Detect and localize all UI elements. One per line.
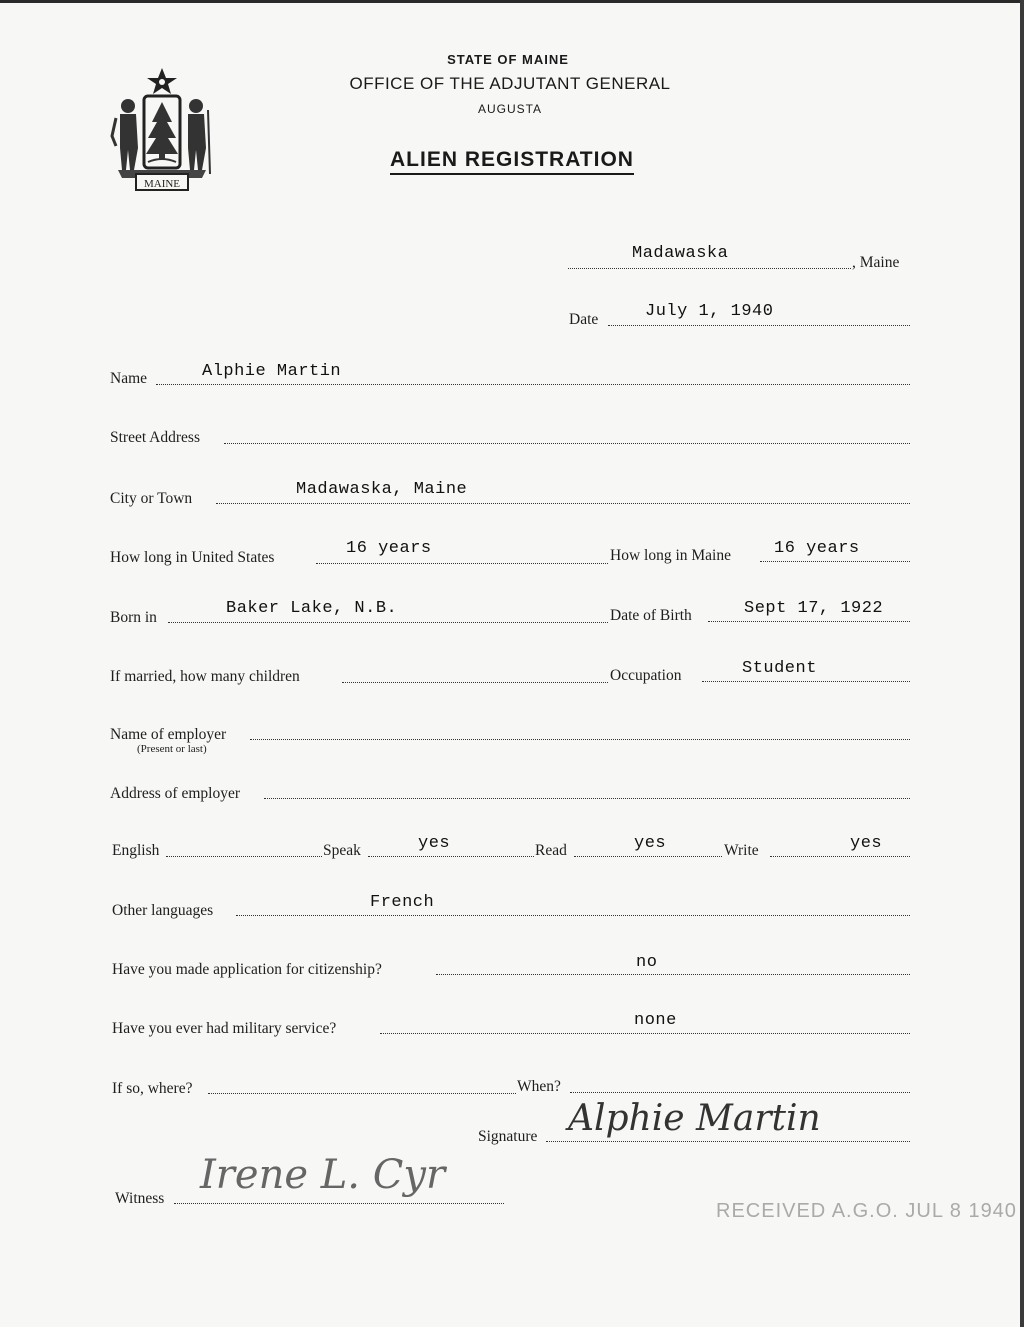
where-label: If so, where?	[112, 1080, 193, 1097]
citizenship-value: no	[636, 953, 658, 972]
born-line	[168, 622, 608, 623]
city-value: Madawaska, Maine	[296, 480, 468, 499]
write-value: yes	[850, 834, 883, 853]
citizenship-line	[436, 974, 910, 975]
name-label: Name	[110, 370, 148, 387]
occupation-label: Occupation	[610, 667, 682, 684]
signature-value: Alphie Martin	[568, 1098, 821, 1139]
witness-value: Irene L. Cyr	[200, 1152, 446, 1198]
dob-label: Date of Birth	[610, 607, 692, 624]
us-duration-label: How long in United States	[110, 549, 275, 566]
employer-address-label: Address of employer	[110, 785, 240, 802]
read-value: yes	[634, 834, 667, 853]
speak-value: yes	[418, 834, 451, 853]
employer-address-line	[264, 798, 910, 799]
town-line	[568, 268, 851, 269]
military-value: none	[634, 1011, 677, 1030]
write-line	[770, 856, 910, 857]
dob-line	[708, 621, 910, 622]
other-languages-label: Other languages	[112, 902, 214, 919]
other-languages-value: French	[370, 893, 435, 912]
signature-label: Signature	[478, 1128, 538, 1145]
children-line	[342, 682, 608, 683]
employer-line	[250, 739, 910, 740]
speak-line	[368, 856, 534, 857]
english-label: English	[112, 842, 160, 859]
employer-label: Name of employer	[110, 726, 227, 743]
street-line	[224, 443, 910, 444]
form-title-text: ALIEN REGISTRATION	[390, 148, 634, 175]
employer-sublabel: (Present or last)	[137, 743, 207, 755]
town-value: Madawaska	[632, 244, 729, 263]
other-languages-line	[236, 915, 910, 916]
when-label: When?	[517, 1078, 561, 1095]
children-label: If married, how many children	[110, 668, 300, 685]
right-border	[1020, 0, 1024, 1327]
top-border	[0, 0, 1024, 3]
citizenship-label: Have you made application for citizenship?	[112, 961, 382, 978]
form-title	[0, 148, 1024, 172]
read-line	[574, 856, 722, 857]
born-value: Baker Lake, N.B.	[226, 599, 398, 618]
speak-label: Speak	[323, 842, 361, 859]
occupation-line	[702, 681, 910, 682]
when-line	[570, 1092, 910, 1093]
born-label: Born in	[110, 609, 157, 626]
write-label: Write	[724, 842, 759, 859]
dob-value: Sept 17, 1922	[744, 599, 884, 618]
maine-duration-line	[760, 561, 910, 562]
us-duration-value: 16 years	[346, 539, 432, 558]
town-suffix: , Maine	[852, 254, 900, 271]
military-label: Have you ever had military service?	[112, 1020, 337, 1037]
maine-duration-label: How long in Maine	[610, 547, 731, 564]
date-line	[608, 325, 910, 326]
header-office: OFFICE OF THE ADJUTANT GENERAL	[349, 74, 671, 93]
name-value: Alphie Martin	[202, 362, 342, 381]
us-duration-line	[316, 563, 608, 564]
signature-line	[546, 1141, 910, 1142]
header-state: STATE OF MAINE	[447, 52, 569, 67]
header-city: AUGUSTA	[477, 102, 543, 116]
received-stamp: RECEIVED A.G.O. JUL 8 1940	[716, 1200, 1017, 1222]
read-label: Read	[535, 842, 567, 859]
maine-duration-value: 16 years	[774, 539, 860, 558]
where-line	[208, 1093, 516, 1094]
witness-line	[174, 1203, 504, 1204]
witness-label: Witness	[115, 1190, 165, 1207]
occupation-value: Student	[742, 659, 817, 678]
english-line	[166, 856, 322, 857]
name-line	[156, 384, 910, 385]
military-line	[380, 1033, 910, 1034]
city-line	[216, 503, 910, 504]
date-value: July 1, 1940	[645, 302, 774, 321]
street-label: Street Address	[110, 429, 200, 446]
date-label: Date	[569, 311, 599, 328]
svg-text:MAINE: MAINE	[143, 178, 181, 190]
city-label: City or Town	[110, 490, 193, 507]
